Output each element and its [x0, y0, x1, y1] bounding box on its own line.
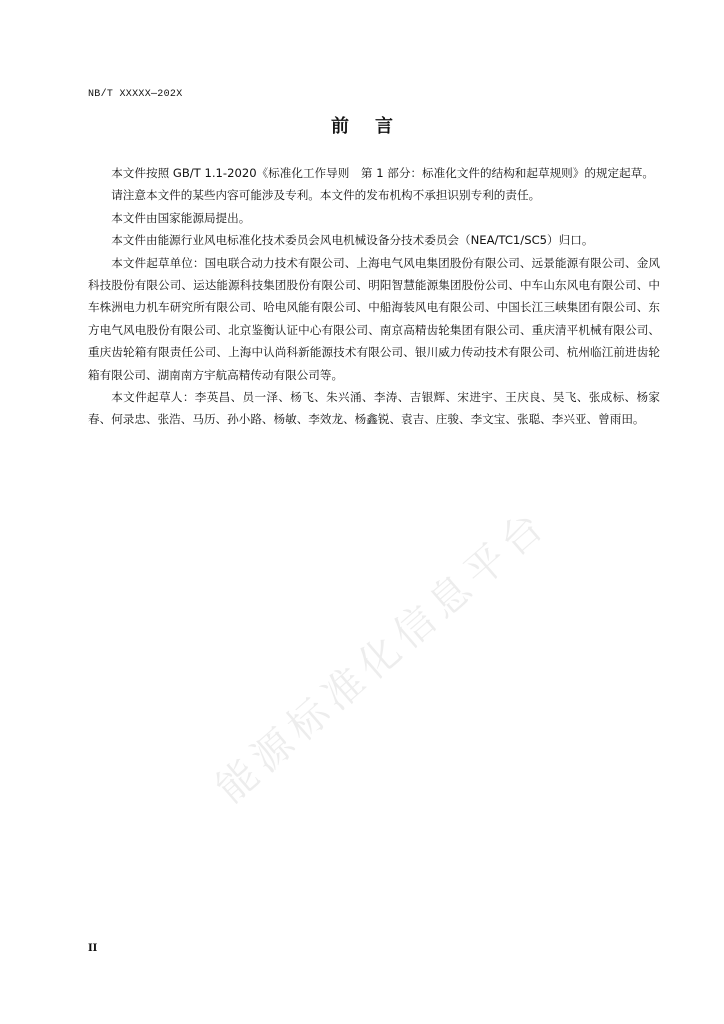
page-title: 前言 — [331, 116, 419, 137]
paragraph-drafters: 本文件起草人：李英昌、员一泽、杨飞、朱兴涌、李涛、吉银辉、宋进宇、王庆良、吴飞、张成标、杨家春、何录忠、张浩、马历、孙小路、杨敏、李效龙、杨鑫锐、袁吉、庄骏、李文宝、张聪、李兴亚、曾雨田。 — [88, 390, 660, 427]
paragraph-patent-notice: 请注意本文件的某些内容可能涉及专利。本文件的发布机构不承担识别专利的责任。 — [111, 188, 541, 203]
paragraph-technical-committee: 本文件由能源行业风电标准化技术委员会风电机械设备分技术委员会（NEA/TC1/SC5）归口。 — [111, 233, 594, 248]
document-code: NB/T XXXXX—202X — [88, 89, 183, 100]
page-number: II — [88, 943, 98, 954]
watermark-text: 能源标准化信息平台 — [207, 500, 558, 813]
document-body — [88, 162, 660, 431]
paragraph-drafting-units: 本文件起草单位：国电联合动力技术有限公司、上海电气风电集团股份有限公司、远景能源有限公司、金风科技股份有限公司、运达能源科技集团股份有限公司、明阳智慧能源集团股份公司、中车山东风电有限公司、中车株洲电力机车研究所有限公司、哈电风能有限公司、中船海装风电有限公司、中国长江三峡集团有限公司、东方电气风电股份有限公司、北京鉴衡认证中心有限公司、南京高精齿轮集团有限公司、重庆清平机械有限公司、重庆齿轮箱有限责任公司、上海中认尚科新能源技术有限公司、银川威力传动技术有限公司、杭州临江前进齿轮箱有限公司、湖南南方宇航高精传动有限公司等。 — [88, 255, 660, 382]
paragraph-standard-basis: 本文件按照 GB/T 1.1-2020《标准化工作导则 第 1 部分：标准化文件的结构和起草规则》的规定起草。 — [111, 166, 654, 180]
paragraph-proposer: 本文件由国家能源局提出。 — [111, 210, 251, 225]
